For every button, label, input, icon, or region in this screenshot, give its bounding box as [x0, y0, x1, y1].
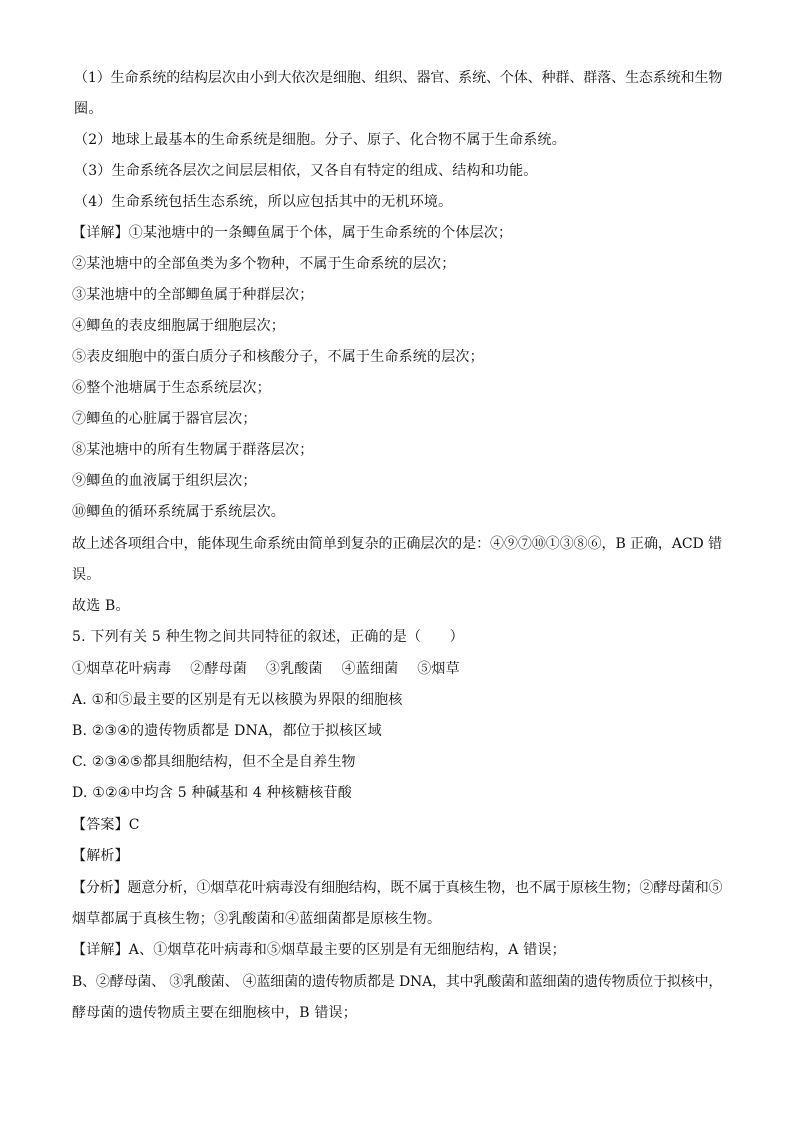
text-line: （4）生命系统包括生态系统，所以应包括其中的无机环境。: [74, 194, 453, 210]
text-line: ⑦鲫鱼的心脏属于器官层次；: [72, 411, 257, 427]
text-line: ③某池塘中的全部鲫鱼属于种群层次；: [72, 287, 314, 303]
text-line: ⑤表皮细胞中的蛋白质分子和核酸分子，不属于生命系统的层次；: [72, 349, 484, 365]
answer-label: 【答案】C: [72, 817, 140, 833]
text-line: 【详解】A、①烟草花叶病毒和⑤烟草最主要的区别是有无细胞结构，A 错误；: [72, 942, 566, 958]
text-line: 故选 B。: [72, 598, 130, 614]
text-line: ⑧某池塘中的所有生物属于群落层次；: [72, 442, 314, 458]
text-line: ②某池塘中的全部鱼类为多个物种，不属于生命系统的层次；: [72, 256, 456, 272]
text-line: 酵母菌的遗传物质主要在细胞核中，B 错误；: [72, 1005, 357, 1021]
organism-list: ①烟草花叶病毒 ②酵母菌 ③乳酸菌 ④蓝细菌 ⑤烟草: [72, 661, 460, 677]
analysis-label: 【解析】: [72, 848, 129, 864]
question-stem: 5. 下列有关 5 种生物之间共同特征的叙述，正确的是（ ）: [72, 629, 464, 645]
option-d: D. ①②④中均含 5 种碱基和 4 种核糖核苷酸: [72, 785, 352, 801]
text-line: ⑨鲫鱼的血液属于组织层次；: [72, 473, 257, 489]
option-a: A. ①和⑤最主要的区别是有无以核膜为界限的细胞核: [72, 692, 403, 708]
text-line: B、②酵母菌、 ③乳酸菌、 ④蓝细菌的遗传物质都是 DNA，其中乳酸菌和蓝细菌的遗传物质位于拟核中，: [72, 974, 723, 990]
text-line: 烟草都属于真核生物；③乳酸菌和④蓝细菌都是原核生物。: [72, 911, 442, 927]
text-line: （1）生命系统的结构层次由小到大依次是细胞、组织、器官、系统、个体、种群、群落、生态系统和生物: [74, 70, 723, 86]
text-line: 【分析】题意分析，①烟草花叶病毒没有细胞结构，既不属于真核生物，也不属于原核生物；②酵母菌和⑤: [72, 880, 723, 896]
option-c: C. ②③④⑤都具细胞结构，但不全是自养生物: [72, 754, 356, 770]
text-line: ⑥整个池塘属于生态系统层次；: [72, 380, 271, 396]
text-line: ④鲫鱼的表皮细胞属于细胞层次；: [72, 318, 285, 334]
text-line: （3）生命系统各层次之间层层相依，又各自有特定的组成、结构和功能。: [74, 163, 538, 179]
text-line: 【详解】①某池塘中的一条鲫鱼属于个体，属于生命系统的个体层次；: [72, 225, 513, 241]
text-line: （2）地球上最基本的生命系统是细胞。分子、原子、化合物不属于生命系统。: [74, 132, 566, 148]
text-line: 故上述各项组合中，能体现生命系统由简单到复杂的正确层次的是：④⑨⑦⑩①③⑧⑥，B 正确，ACD 错: [72, 536, 723, 552]
option-b: B. ②③④的遗传物质都是 DNA，都位于拟核区域: [72, 723, 382, 739]
text-line: 圈。: [74, 101, 103, 117]
text-line: 误。: [72, 567, 101, 583]
text-line: ⑩鲫鱼的循环系统属于系统层次。: [72, 504, 285, 520]
